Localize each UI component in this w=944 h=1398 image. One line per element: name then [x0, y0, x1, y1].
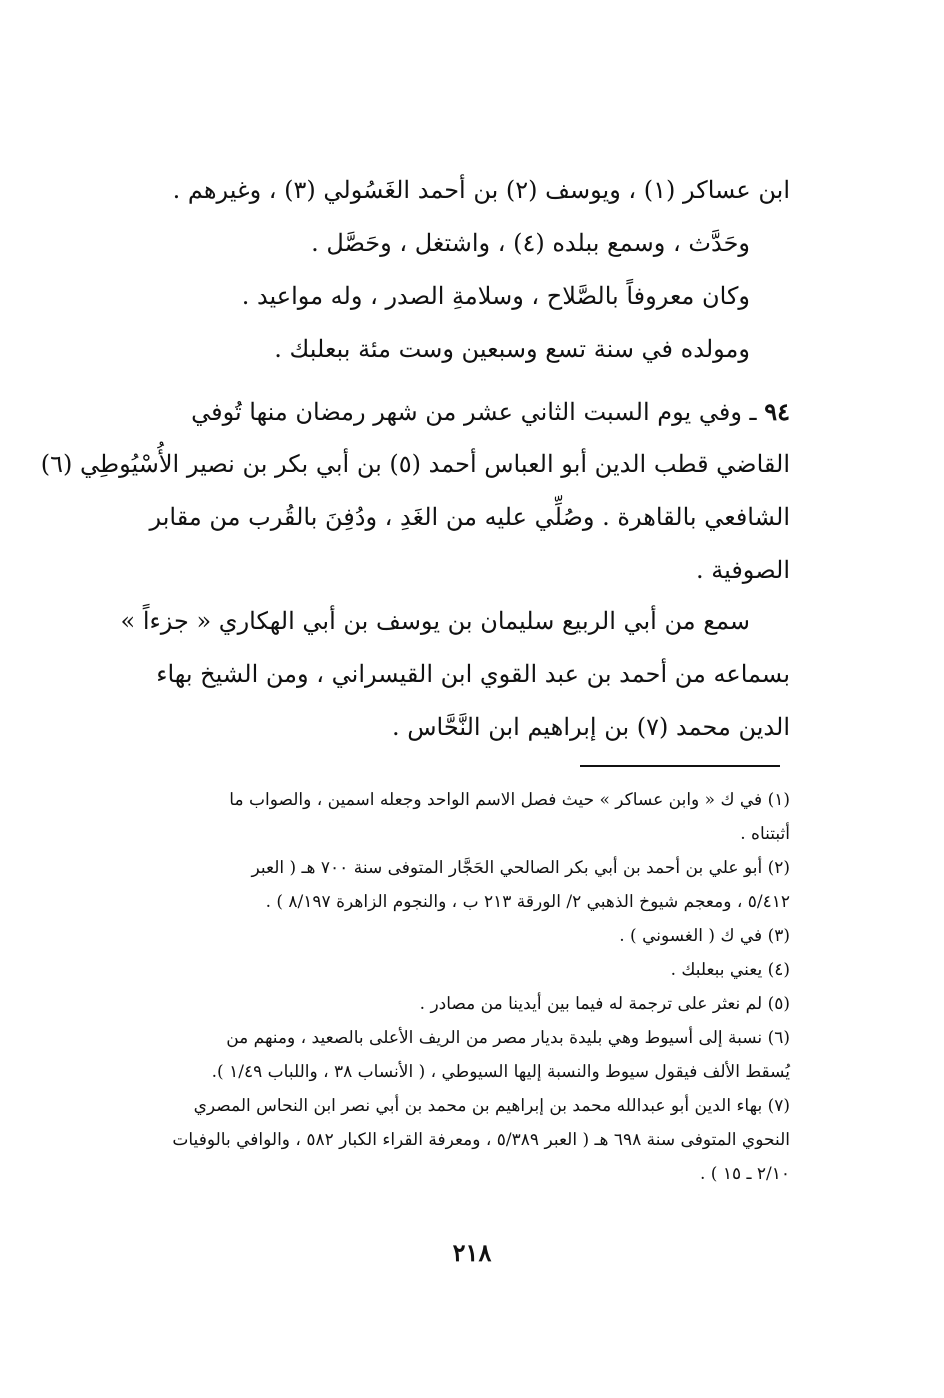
entry-number: ٩٤ — [764, 397, 790, 426]
page-number: ٢١٨ — [452, 1238, 492, 1267]
paragraph-3-line-3: الدين محمد (٧) بن إبراهيم ابن النَّحَّاس . — [391, 713, 790, 741]
paragraph-1-line-3: وكان معروفاً بالصَّلاح ، وسلامةِ الصدر ، وله مواعيد . — [241, 282, 750, 310]
footnote-7-line-3: ٢/١٠ ـ ١٥ ) . — [699, 1164, 790, 1184]
paragraph-3 — [100, 595, 790, 754]
entry-94-paragraph — [40, 385, 790, 597]
entry-94-line-4: الصوفية . — [695, 556, 790, 584]
footnote-3: (٣) في ك ( الغسوني ) . — [619, 926, 790, 946]
paragraph-1 — [100, 164, 790, 376]
entry-94-line-1-text: ـ وفي يوم السبت الثاني عشر من شهر رمضان منها تُوفي — [191, 398, 765, 426]
paragraph-1-line-1: ابن عساكر (١) ، ويوسف (٢) بن أحمد الغَسُولي (٣) ، وغيرهم . — [172, 176, 790, 204]
footnote-divider — [580, 765, 780, 767]
paragraph-3-line-2: بسماعه من أحمد بن عبد القوي ابن القيسراني ، ومن الشيخ بهاء — [156, 660, 790, 688]
footnote-2-line-2: ٥/٤١٢ ، ومعجم شيوخ الذهبي ٢/ الورقة ٢١٣ ب ، والنجوم الزاهرة ٨/١٩٧ ) . — [265, 892, 790, 912]
paragraph-1-line-2: وحَدَّث ، وسمع ببلده (٤) ، واشتغل ، وحَصَّل . — [311, 229, 750, 257]
paragraph-3-line-1: سمع من أبي الربيع سليمان بن يوسف بن أبي الهكاري « جزءاً » — [120, 607, 750, 635]
paragraph-1-line-4: ومولده في سنة تسع وسبعين وست مئة ببعلبك . — [274, 335, 750, 363]
footnotes — [100, 783, 790, 1191]
entry-94-line-1 — [100, 385, 790, 438]
footnote-6-line-1: (٦) نسبة إلى أسيوط وهي بليدة بديار مصر من الريف الأعلى بالصعيد ، ومنهم من — [226, 1028, 790, 1048]
entry-94-line-3: الشافعي بالقاهرة . وصُلِّي عليه من الغَدِ ، ودُفِنَ بالقُرب من مقابر — [149, 503, 790, 531]
entry-94-line-2: القاضي قطب الدين أبو العباس أحمد (٥) بن أبي بكر بن نصير الأُسْيُوطِي (٦) — [40, 450, 790, 478]
footnote-1-line-2: أثبتناه . — [740, 824, 790, 844]
footnote-7-line-2: النحوي المتوفى سنة ٦٩٨ هـ ( العبر ٥/٣٨٩ ، ومعرفة القراء الكبار ٥٨٢ ، والوافي بالوفيات — [172, 1130, 790, 1150]
footnote-4: (٤) يعني ببعلبك . — [670, 960, 790, 980]
footnote-6-line-2: يُسقط الألف فيقول سيوط والنسبة إليها السيوطي ، ( الأنساب ٣٨ ، واللباب ١/٤٩ ). — [211, 1062, 790, 1082]
footnote-1-line-1: (١) في ك « وابن عساكر » حيث فصل الاسم الواحد وجعله اسمين ، والصواب ما — [229, 790, 790, 810]
footnote-2-line-1: (٢) أبو علي بن أحمد بن أبي بكر الصالحي الحَجَّار المتوفى سنة ٧٠٠ هـ ( العبر — [251, 858, 790, 878]
footnote-7-line-1: (٧) بهاء الدين أبو عبدالله محمد بن إبراهيم بن محمد بن أبي نصر ابن النحاس المصري — [193, 1096, 790, 1116]
footnote-5: (٥) لم نعثر على ترجمة له فيما بين أيدينا من مصادر . — [419, 994, 790, 1014]
